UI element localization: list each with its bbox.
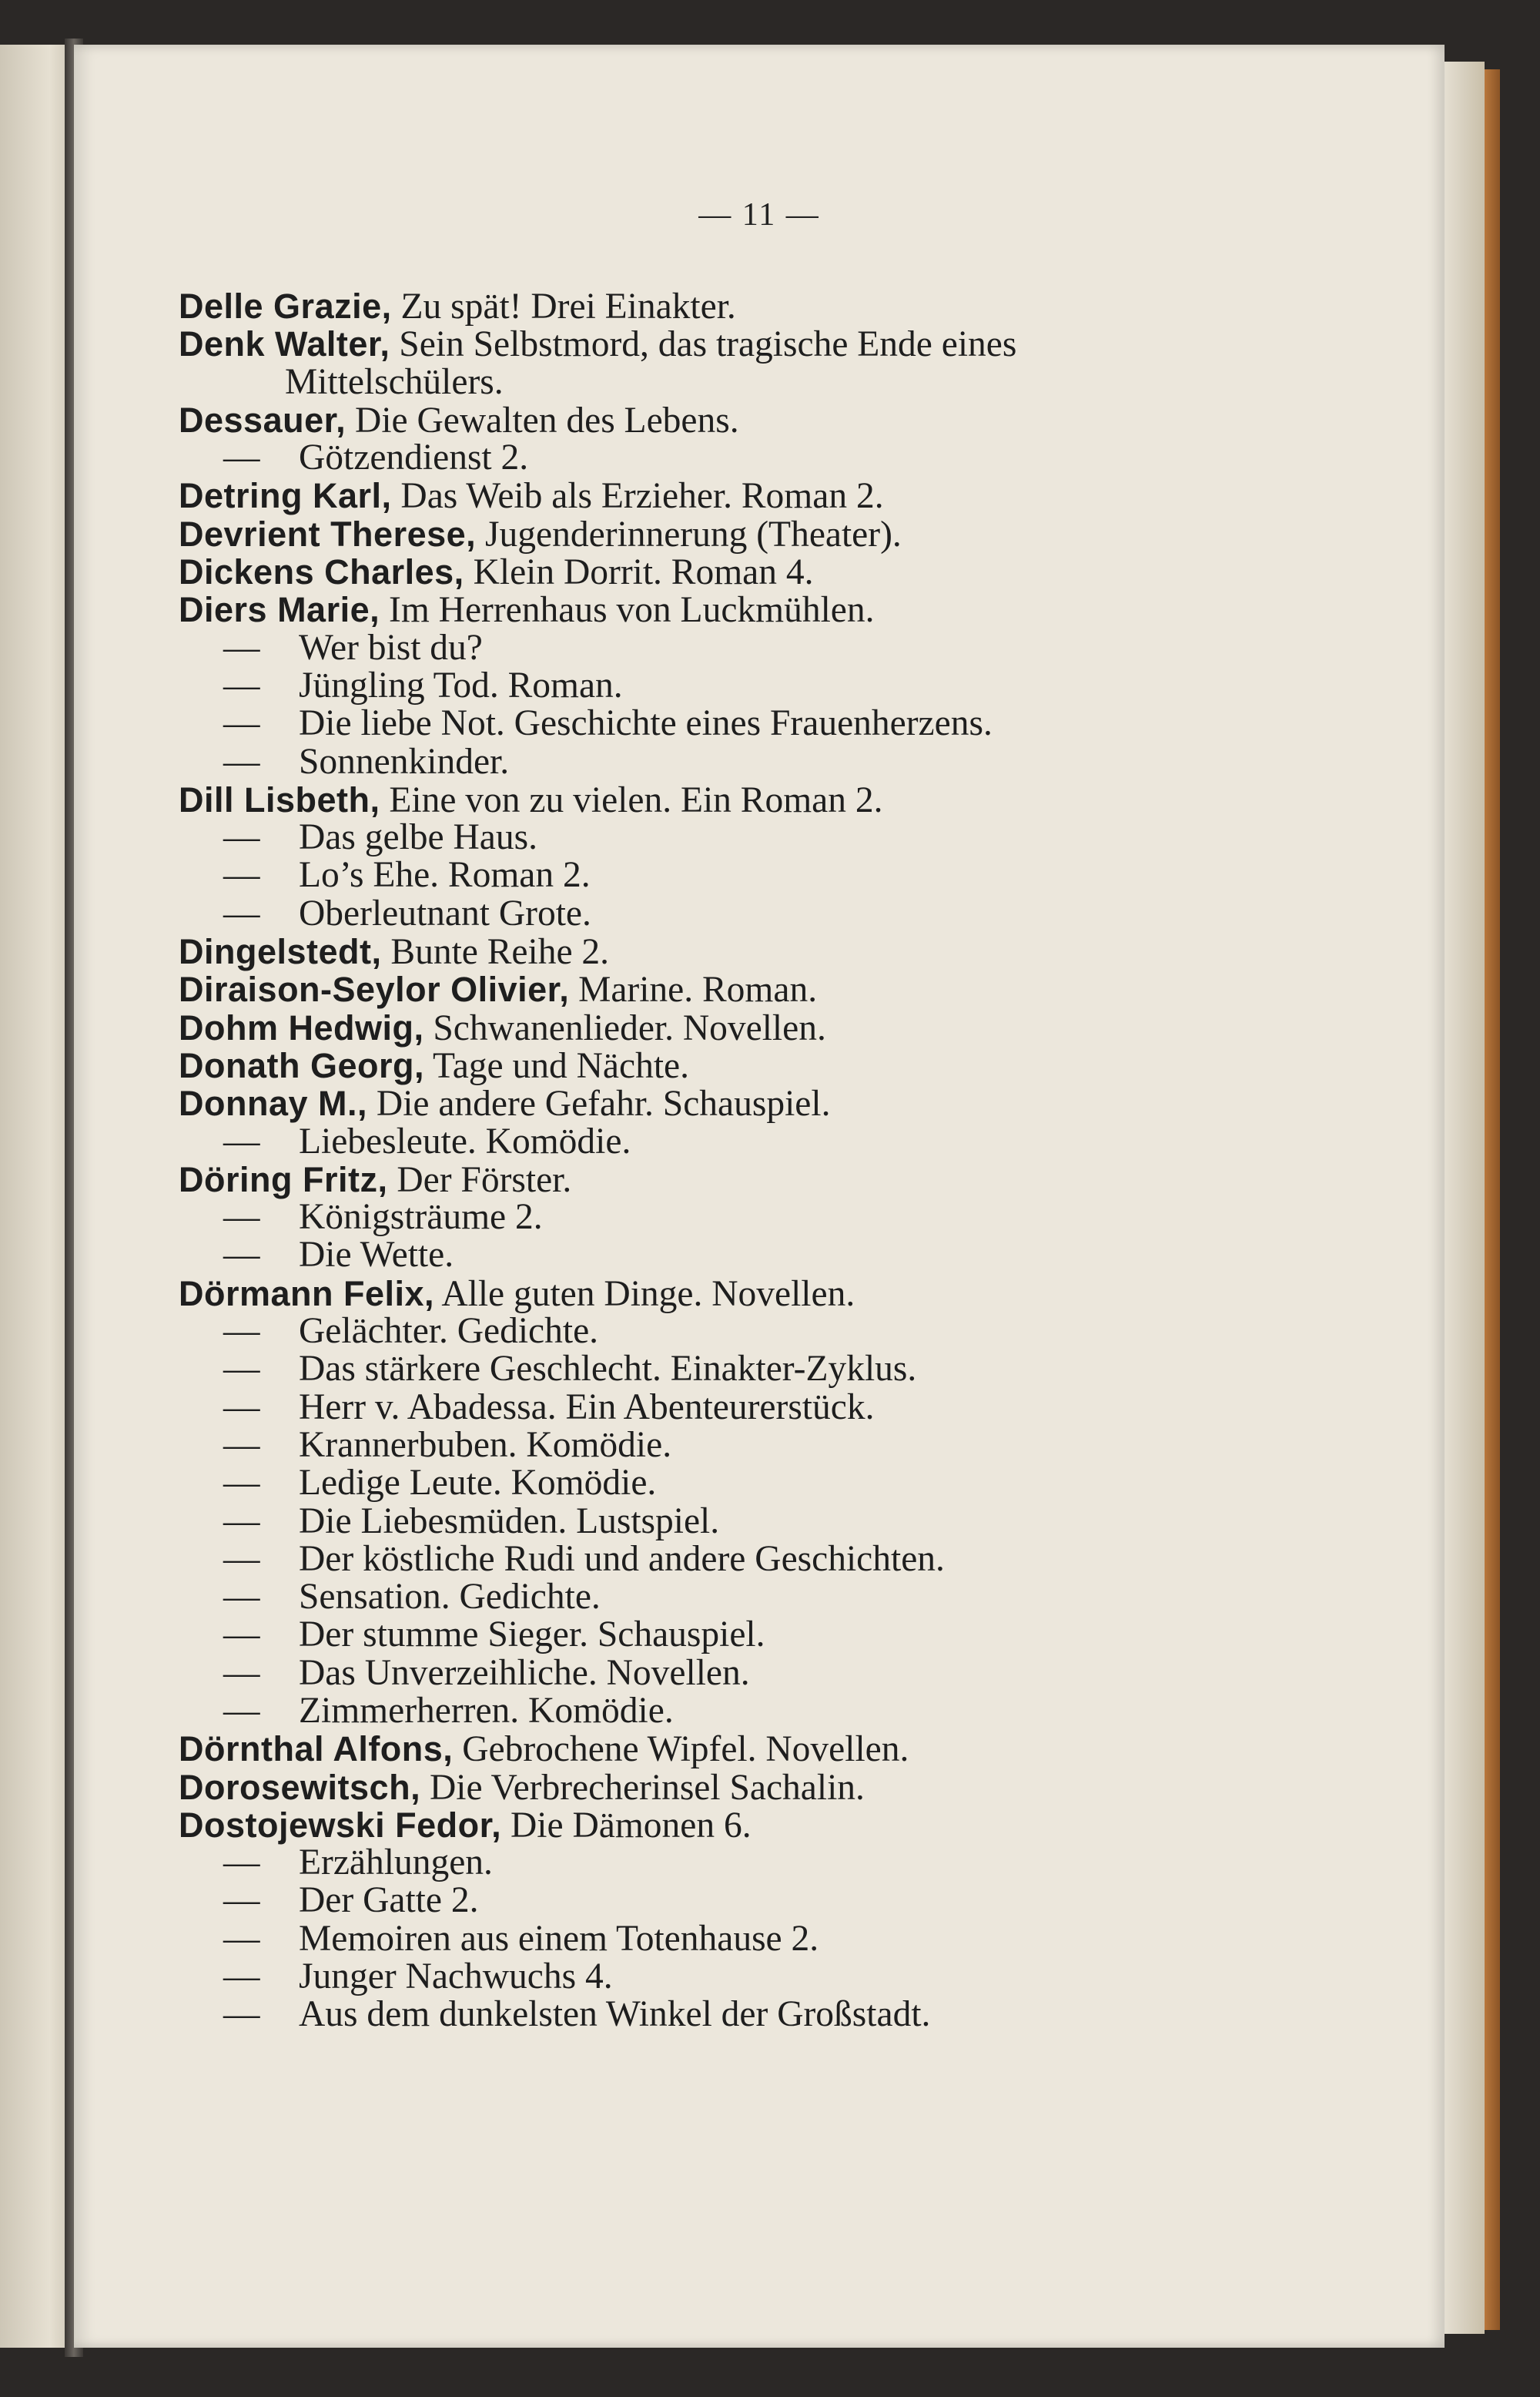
- catalog-entry: [179, 287, 1411, 325]
- catalog-entry: [179, 1123, 1411, 1161]
- entry-title: Die Wette.: [299, 1235, 454, 1276]
- ditto-dash: —: [223, 1538, 260, 1579]
- entry-author: Donath Georg,: [179, 1045, 424, 1085]
- ditto-dash: —: [223, 437, 260, 478]
- catalog-entry: [179, 591, 1411, 629]
- catalog-entry: [179, 1540, 1411, 1578]
- catalog-entry: [179, 1958, 1411, 1996]
- entry-author: Dörmann Felix,: [179, 1273, 435, 1313]
- entry-author: Dostojewski Fedor,: [179, 1805, 502, 1845]
- entry-title: Bunte Reihe 2.: [381, 932, 610, 973]
- ditto-dash: —: [223, 1197, 260, 1238]
- ditto-dash: —: [223, 1842, 260, 1883]
- entry-author: Delle Grazie,: [179, 287, 392, 326]
- catalog-entry: [179, 515, 1411, 553]
- catalog-entry: [179, 1920, 1411, 1958]
- entry-title: Liebesleute. Komödie.: [299, 1121, 631, 1162]
- entry-title: Memoiren aus einem Totenhause 2.: [299, 1918, 819, 1959]
- catalog-entry: [179, 1198, 1411, 1236]
- ditto-dash: —: [223, 741, 260, 782]
- ditto-dash: —: [223, 703, 260, 744]
- previous-page-edge: [0, 45, 71, 2348]
- catalog-entry: [179, 1844, 1411, 1882]
- ditto-dash: —: [223, 1918, 260, 1959]
- page-number: — 11 —: [698, 197, 820, 233]
- entry-title: Jugenderinnerung (Theater).: [476, 514, 902, 555]
- entry-title: Götzendienst 2.: [299, 437, 529, 478]
- entry-title: Wer bist du?: [299, 627, 483, 668]
- entry-author: Denk Walter,: [179, 324, 390, 364]
- entry-author: Detring Karl,: [179, 476, 392, 516]
- ditto-dash: —: [223, 893, 260, 934]
- entry-title: Der Gatte 2.: [299, 1880, 479, 1921]
- entry-title: Die andere Gefahr. Schauspiel.: [367, 1084, 831, 1125]
- catalog-entry: [179, 1312, 1411, 1350]
- entry-title: Die Liebesmüden. Lustspiel.: [299, 1500, 720, 1541]
- entry-title: Jüngling Tod. Roman.: [299, 665, 623, 706]
- ditto-dash: —: [223, 1956, 260, 1997]
- catalog-entry: [179, 705, 1411, 743]
- entry-title: Das gelbe Haus.: [299, 817, 537, 858]
- entry-title: Der köstliche Rudi und andere Geschichten.: [299, 1538, 945, 1579]
- entry-title: Eine von zu vielen. Ein Roman 2.: [380, 779, 883, 820]
- catalog-entry: [179, 477, 1411, 515]
- entry-title: Tage und Nächte.: [424, 1045, 690, 1086]
- ditto-dash: —: [223, 1994, 260, 2035]
- ditto-dash: —: [223, 1386, 260, 1427]
- catalog-entry: [179, 667, 1411, 705]
- entry-author: Donnay M.,: [179, 1084, 368, 1124]
- catalog-entry: [179, 743, 1411, 781]
- catalog-entry: [179, 1500, 1411, 1541]
- entry-title: Lo’s Ehe. Roman 2.: [299, 855, 591, 896]
- catalog-entry: [179, 1578, 1411, 1616]
- catalog-entry: [179, 1386, 1411, 1427]
- catalog-entry: [179, 1996, 1411, 2033]
- ditto-dash: —: [223, 1349, 260, 1390]
- catalog-entry: [179, 895, 1411, 933]
- ditto-dash: —: [223, 855, 260, 896]
- entry-author: Diraison-Seylor Olivier,: [179, 970, 570, 1010]
- entry-title: Sonnenkinder.: [299, 741, 510, 782]
- entry-title: Gebrochene Wipfel. Novellen.: [453, 1729, 909, 1770]
- catalog-entry: [179, 1047, 1411, 1085]
- entry-title: Die Dämonen 6.: [501, 1805, 752, 1846]
- catalog-entry: [179, 1616, 1411, 1654]
- catalog-entry: [179, 325, 1411, 363]
- ditto-dash: —: [223, 665, 260, 706]
- entry-title: Sensation. Gedichte.: [299, 1577, 601, 1618]
- entry-title: Zu spät! Drei Einakter.: [391, 287, 736, 327]
- ditto-dash: —: [223, 1463, 260, 1504]
- entry-title: Das Weib als Erzieher. Roman 2.: [391, 476, 884, 517]
- ditto-dash: —: [223, 1690, 260, 1731]
- entry-continuation: Mittelschülers.: [285, 361, 504, 402]
- ditto-dash: —: [223, 1577, 260, 1618]
- entry-author: Dohm Hedwig,: [179, 1007, 424, 1048]
- entry-title: Sein Selbstmord, das tragische Ende eines: [390, 324, 1017, 365]
- entry-title: Zimmerherren. Komödie.: [299, 1690, 674, 1731]
- catalog-entry: [179, 1692, 1411, 1730]
- entry-author: Döring Fritz,: [179, 1159, 388, 1199]
- entry-title: Krannerbuben. Komödie.: [299, 1424, 672, 1465]
- entry-title: Königsträume 2.: [299, 1197, 543, 1238]
- ditto-dash: —: [223, 1311, 260, 1352]
- entry-author: Diers Marie,: [179, 590, 380, 630]
- entry-author: Dill Lisbeth,: [179, 779, 380, 820]
- catalog-entry: [179, 857, 1411, 894]
- ditto-dash: —: [223, 817, 260, 858]
- catalog-entry: [179, 1426, 1411, 1464]
- catalog-entry: [179, 1350, 1411, 1388]
- catalog-entry: [179, 1084, 1411, 1125]
- ditto-dash: —: [223, 1500, 260, 1541]
- catalog-entry: [179, 1236, 1411, 1274]
- entry-title: Klein Dorrit. Roman 4.: [464, 552, 814, 593]
- entry-title: Die Verbrecherinsel Sachalin.: [420, 1767, 865, 1808]
- entry-title: Marine. Roman.: [569, 970, 818, 1011]
- catalog-entry: [179, 1882, 1411, 1919]
- entry-title: Aus dem dunkelsten Winkel der Großstadt.: [299, 1994, 931, 2035]
- catalog-entry: [179, 401, 1411, 439]
- ditto-dash: —: [223, 1614, 260, 1655]
- page-block-edge: [1445, 62, 1485, 2334]
- catalog-entry: [179, 933, 1411, 971]
- catalog-entry: [179, 819, 1411, 857]
- entry-author: Dickens Charles,: [179, 552, 464, 592]
- catalog-entry: [179, 1654, 1411, 1692]
- ditto-dash: —: [223, 1880, 260, 1921]
- entry-title: Der stumme Sieger. Schauspiel.: [299, 1614, 765, 1655]
- entry-author: Dessauer,: [179, 400, 346, 440]
- entry-title: Die liebe Not. Geschichte eines Frauenherzens.: [299, 703, 993, 744]
- catalog-entry: [179, 1730, 1411, 1768]
- ditto-dash: —: [223, 627, 260, 668]
- entry-title: Ledige Leute. Komödie.: [299, 1463, 657, 1504]
- entry-title: Das Unverzeihliche. Novellen.: [299, 1652, 750, 1693]
- entry-author: Dorosewitsch,: [179, 1767, 421, 1807]
- catalog-entry: [179, 439, 1411, 477]
- entry-title: Alle guten Dinge. Novellen.: [434, 1273, 855, 1314]
- catalog-entry: [179, 781, 1411, 819]
- catalog-entry: [179, 1275, 1411, 1312]
- entry-author: Devrient Therese,: [179, 514, 477, 554]
- book-cover-edge: [1485, 69, 1500, 2330]
- entry-title: Oberleutnant Grote.: [299, 893, 591, 934]
- ditto-dash: —: [223, 1424, 260, 1465]
- entry-title: Die Gewalten des Lebens.: [346, 400, 739, 441]
- catalog-entry: [179, 1806, 1411, 1844]
- catalog-entry: [179, 1464, 1411, 1502]
- catalog-entry: [179, 1768, 1411, 1806]
- entry-title: Erzählungen.: [299, 1842, 493, 1883]
- entry-title: Das stärkere Geschlecht. Einakter-Zyklus.: [299, 1349, 917, 1390]
- ditto-dash: —: [223, 1652, 260, 1693]
- catalog-entry: [179, 1009, 1411, 1047]
- catalog-entry: [179, 970, 1411, 1011]
- entry-title: Der Förster.: [387, 1159, 572, 1200]
- entry-title: Schwanenlieder. Novellen.: [424, 1007, 826, 1048]
- catalog-entry: [179, 553, 1411, 591]
- catalog-entry: [179, 1161, 1411, 1198]
- catalog-entry: [179, 629, 1411, 667]
- entry-title: Herr v. Abadessa. Ein Abenteurerstück.: [299, 1386, 875, 1427]
- entry-author: Dörnthal Alfons,: [179, 1729, 454, 1769]
- ditto-dash: —: [223, 1121, 260, 1162]
- entry-title: Junger Nachwuchs 4.: [299, 1956, 613, 1997]
- entry-author: Dingelstedt,: [179, 932, 382, 972]
- entry-title: Gelächter. Gedichte.: [299, 1311, 599, 1352]
- entry-title: Im Herrenhaus von Luckmühlen.: [380, 590, 875, 631]
- ditto-dash: —: [223, 1235, 260, 1276]
- catalog-entry-list: [179, 287, 1411, 2034]
